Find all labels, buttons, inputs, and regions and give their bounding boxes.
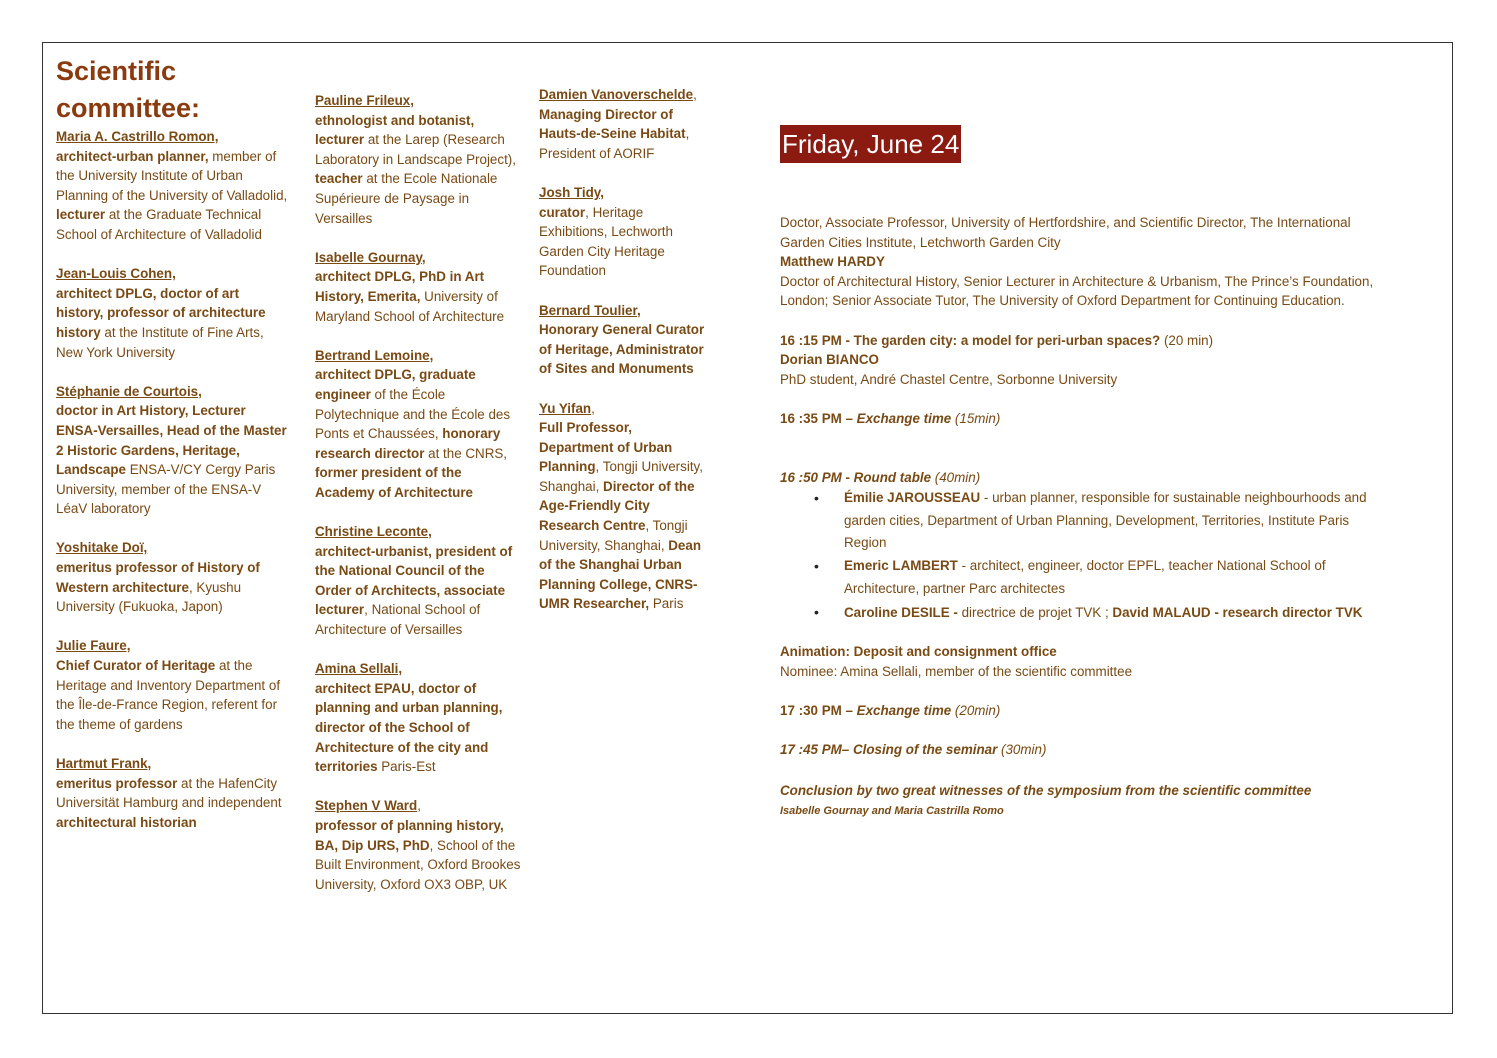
exchange-duration: (20min) (951, 703, 1001, 719)
member-desc: architect DPLG, doctor of art history, professor of architecture history (56, 285, 266, 340)
conclusion-title: Conclusion by two great witnesses of the symposium from the scientific committee (780, 782, 1312, 798)
member-name-punct: , (693, 87, 697, 102)
member-name: Bernard Toulier, (539, 302, 641, 318)
participant-name: David MALAUD - research director TVK (1112, 605, 1363, 621)
member-name: Bertrand Lemoine, (315, 347, 434, 363)
member-desc: Full Professor, Department of Urban Planning (539, 420, 673, 475)
round-table-duration: (40min) (931, 469, 981, 485)
member-name: Damien Vanoverschelde (539, 87, 694, 102)
member-desc: ENSA-V/CY Cergy Paris University, member of the ENSA-V LéaV laboratory (56, 462, 276, 517)
committee-member (315, 91, 523, 228)
members-list (539, 85, 709, 614)
animation-desc: Nominee: Amina Sellali, member of the scientific committee (780, 663, 1133, 679)
member-desc: architect EPAU, doctor of planning and urban planning, director of the School of Architecture of the city and territories (315, 680, 503, 775)
exchange-label: Exchange time (856, 703, 952, 719)
talk-title: 16 :15 PM - The garden city: a model for peri-urban spaces? (780, 332, 1161, 348)
member-name: Jean-Louis Cohen, (56, 266, 176, 282)
committee-column-3 (539, 85, 709, 634)
members-list (315, 91, 523, 894)
talk-duration: (20 min) (1160, 332, 1214, 348)
committee-member (56, 382, 288, 519)
closing-duration: (30min) (997, 742, 1047, 758)
member-desc: , Tongji University, Shanghai, (539, 518, 688, 553)
member-name-punct: , (591, 400, 595, 416)
conclusion-names: Isabelle Gournay and Maria Castrilla Romo (780, 805, 1004, 818)
member-desc: at the Graduate Technical School of Architecture of Valladolid (56, 207, 262, 242)
committee-member (56, 636, 288, 734)
day-heading: Friday, June 24 (780, 125, 961, 163)
member-desc: at the CNRS, (424, 445, 508, 461)
member-desc: architect-urbanist, president of the National Council of the Order of Architects, associate lecturer (315, 543, 513, 618)
committee-member (56, 264, 288, 362)
exchange-duration: (15min) (951, 410, 1001, 426)
member-desc: , President of AORIF (539, 126, 690, 161)
members-list (56, 127, 288, 832)
speaker-desc: Doctor of Architectural History, Senior Lecturer in Architecture & Urbanism, The Prince’s Foundation, London; Senior Associate Tutor, The University of Oxford Department for Continuing Education. (780, 273, 1374, 309)
member-name: Stéphanie de Courtois, (56, 383, 202, 399)
member-desc: University of Maryland School of Architecture (315, 288, 505, 324)
round-table-list (780, 487, 1380, 623)
exchange-time-2 (780, 701, 1380, 721)
member-name: Yoshitake Doï, (56, 540, 148, 556)
talk-block (780, 331, 1380, 390)
participant-name: Caroline DESILE - (844, 605, 962, 621)
committee-member (56, 754, 288, 832)
member-desc: Chief Curator of Heritage (56, 658, 216, 674)
member-name: Maria A. Castrillo Romon, (56, 129, 219, 144)
participant-name: Emeric LAMBERT (844, 557, 958, 573)
member-desc: emeritus professor of History of Western architecture (56, 560, 260, 595)
member-name: Yu Yifan (539, 400, 592, 416)
participant-desc: directrice de projet TVK ; (961, 605, 1113, 621)
member-name: Julie Faure, (56, 638, 131, 654)
member-desc: Paris (649, 596, 684, 612)
program-column (780, 125, 1380, 840)
committee-member (315, 346, 523, 503)
member-name: Hartmut Frank, (56, 756, 152, 771)
committee-title (56, 53, 288, 127)
participant-desc: - urban planner, responsible for sustainable neighbourhoods and garden cities, Department of Urban Planning, Development, Territories, Institute Paris Region (844, 490, 1367, 551)
committee-column-1 (56, 53, 288, 852)
member-desc: former president of the Academy of Architecture (315, 465, 474, 500)
member-desc: member of the University Institute of Urban Planning of the University of Valladolid, (56, 148, 288, 203)
list-item (844, 603, 1380, 623)
exchange-time: 16 :35 PM – (780, 410, 857, 426)
member-name: Christine Leconte, (315, 524, 432, 540)
member-desc: ethnologist and botanist, lecturer (315, 112, 475, 148)
speaker-name: Dorian BIANCO (780, 352, 879, 368)
committee-member (539, 399, 709, 615)
closing-title: 17 :45 PM– Closing of the seminar (780, 742, 998, 758)
conclusion-block (780, 781, 1380, 820)
exchange-label: Exchange time (856, 410, 952, 426)
participant-desc: - architect, engineer, doctor EPFL, teacher National School of Architecture, partner Parc architectes (844, 557, 1326, 596)
committee-member (315, 522, 523, 640)
member-desc: of the École Polytechnique and the École des Ponts et Chaussées, (315, 386, 511, 442)
member-name: Stephen V Ward (315, 798, 418, 814)
member-desc: at the Ecole Nationale Supérieure de Paysage in Versailles (315, 171, 498, 226)
member-desc: curator (539, 204, 586, 220)
list-item (844, 487, 1380, 555)
committee-member (56, 538, 288, 616)
member-desc: lecturer (56, 207, 106, 223)
committee-column-2 (315, 91, 523, 914)
list-item (844, 555, 1380, 600)
member-desc: Managing Director of Hauts-de-Seine Habitat (539, 106, 686, 142)
member-desc: Honorary General Curator of Heritage, Administrator of Sites and Monuments (539, 322, 705, 377)
member-name: Pauline Frileux, (315, 93, 414, 108)
member-desc: at the Heritage and Inventory Department of the Île-de-France Region, referent for the theme of gardens (56, 658, 281, 732)
animation-block (780, 642, 1380, 681)
committee-member (315, 796, 523, 894)
member-desc: at the Larep (Research Laboratory in Landscape Project), (315, 132, 516, 167)
animation-title: Animation: Deposit and consignment office (780, 644, 1057, 660)
member-desc: architect DPLG, PhD in Art History, Emerita, (315, 269, 485, 304)
member-desc: Director of the Age-Friendly City Research Centre (539, 478, 695, 534)
round-table-heading (780, 468, 1380, 488)
member-desc: , Tongji University, Shanghai, (539, 459, 703, 494)
member-desc: , Kyushu University (Fukuoka, Japon) (56, 579, 242, 615)
member-desc: teacher (315, 171, 363, 187)
member-desc: , National School of Architecture of Versailles (315, 602, 481, 638)
member-desc: architectural historian (56, 814, 197, 830)
member-desc: , Heritage Exhibitions, Lechworth Garden City Heritage Foundation (539, 204, 673, 279)
member-desc: architect-urban planner, (56, 148, 209, 164)
member-desc: , School of the Built Environment, Oxford Brookes University, Oxford OX3 OBP, UK (315, 837, 521, 892)
committee-member (539, 183, 709, 281)
member-name-punct: , (417, 798, 421, 814)
round-table-title: 16 :50 PM - Round table (780, 469, 932, 485)
committee-title-line1: Scientific (56, 56, 177, 86)
member-desc: Dean of the Shanghai Urban Planning College, CNRS-UMR Researcher, (539, 537, 702, 612)
member-desc: Paris-Est (377, 759, 436, 775)
member-desc: at the Institute of Fine Arts, New York University (56, 324, 264, 360)
committee-member (539, 301, 709, 379)
exchange-time: 17 :30 PM – (780, 703, 857, 719)
committee-member (539, 85, 709, 163)
exchange-time-1 (780, 409, 1380, 429)
intro-line: Doctor, Associate Professor, University of Hertfordshire, and Scientific Director, The International Garden Cities Institute, Letchworth Garden City (780, 215, 1351, 250)
member-desc: at the HafenCity Universität Hamburg and independent (56, 775, 282, 811)
member-desc: professor of planning history, BA, Dip URS, PhD (315, 817, 504, 853)
committee-member (56, 127, 288, 245)
member-desc: emeritus professor (56, 775, 178, 791)
speaker-desc: PhD student, André Chastel Centre, Sorbonne University (780, 371, 1118, 387)
committee-title-line2: committee: (56, 93, 201, 123)
member-name: Josh Tidy, (539, 184, 604, 200)
hardy-block (780, 213, 1380, 311)
member-desc: honorary research director (315, 426, 501, 461)
member-desc: doctor in Art History, Lecturer ENSA-Versailles, Head of the Master 2 Historic Gardens, Heritage, Landscape (56, 403, 287, 478)
speaker-name: Matthew HARDY (780, 254, 885, 270)
participant-name: Émilie JAROUSSEAU (844, 490, 981, 506)
member-name: Isabelle Gournay, (315, 249, 426, 265)
member-name: Amina Sellali, (315, 661, 403, 677)
member-desc: architect DPLG, graduate engineer (315, 367, 476, 402)
closing-block (780, 740, 1380, 760)
committee-member (315, 248, 523, 326)
committee-member (315, 659, 523, 777)
